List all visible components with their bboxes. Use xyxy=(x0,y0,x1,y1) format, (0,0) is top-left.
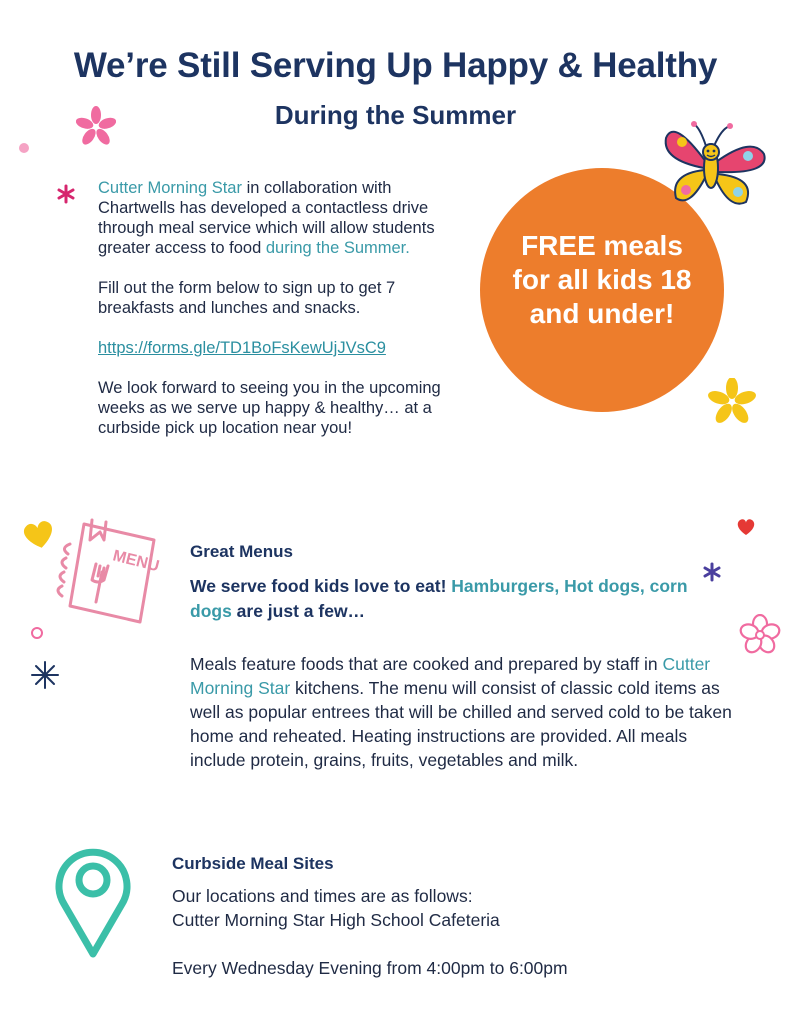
menus-lead xyxy=(190,574,690,624)
navy-sparkle-icon xyxy=(30,660,60,690)
yellow-flower-icon xyxy=(708,378,756,424)
magenta-sparkle-icon xyxy=(56,184,76,204)
menu-icon-label: MENU xyxy=(111,547,161,576)
red-heart-icon xyxy=(736,518,756,536)
menu-book-icon xyxy=(56,514,166,634)
page-subtitle: During the Summer xyxy=(274,100,517,130)
sites-line-3: Every Wednesday Evening from 4:00pm to 6:00pm xyxy=(172,958,568,978)
menus-lead-highlight: Hamburgers, Hot dogs, corn dogs xyxy=(190,576,688,621)
signup-form-link[interactable]: https://forms.gle/TD1BoFsKewUjJVsC9 xyxy=(98,339,386,357)
page-title: We’re Still Serving Up Happy & Healthy xyxy=(73,46,718,85)
menus-body-a: Meals feature foods that are cooked and prepared by staff in xyxy=(190,654,663,674)
intro-text xyxy=(98,178,443,458)
pink-dot-icon xyxy=(18,142,30,154)
menus-body-brand: Cutter Morning Star xyxy=(190,654,711,698)
purple-sparkle-icon xyxy=(702,562,722,582)
menus-body xyxy=(190,652,735,772)
free-meals-text: FREE meals for all kids 18 and under! xyxy=(512,230,692,329)
sites-body xyxy=(172,884,732,980)
menus-heading: Great Menus xyxy=(190,542,293,561)
sites-heading: Curbside Meal Sites xyxy=(172,854,334,873)
pink-ring-icon xyxy=(30,626,44,640)
pink-outline-flower-icon xyxy=(738,614,782,656)
location-pin-icon xyxy=(50,838,136,960)
intro-paragraph-1 xyxy=(98,178,443,258)
sites-line-2: Cutter Morning Star High School Cafeteria xyxy=(172,910,500,930)
sites-line-1: Our locations and times are as follows: xyxy=(172,886,473,906)
yellow-heart-icon xyxy=(22,520,56,550)
sites-spacer xyxy=(172,932,732,956)
intro-text-a: in collaboration with Chartwells has developed a contactless drive through meal service which will allow students greater access to food xyxy=(98,179,435,257)
butterfly-icon xyxy=(660,118,772,210)
menus-lead-b: are just a few… xyxy=(231,601,366,621)
brand-name: Cutter Morning Star xyxy=(98,179,242,197)
menus-body-b: kitchens. The menu will consist of classic cold items as well as popular entrees that will be chilled and served cold to be taken home and reheated. Heating instructions are provided. All meals include protein, grains, fruits, vegetables and milk. xyxy=(190,678,732,770)
menus-lead-a: We serve food kids love to eat! xyxy=(190,576,452,596)
intro-highlight: during the Summer. xyxy=(265,239,410,257)
intro-paragraph-3: We look forward to seeing you in the upcoming weeks as we serve up happy & healthy… at a curbside pick up location near you! xyxy=(98,379,441,437)
intro-paragraph-2: Fill out the form below to sign up to get 7 breakfasts and lunches and snacks. xyxy=(98,279,396,317)
pink-flower-icon xyxy=(76,106,116,148)
